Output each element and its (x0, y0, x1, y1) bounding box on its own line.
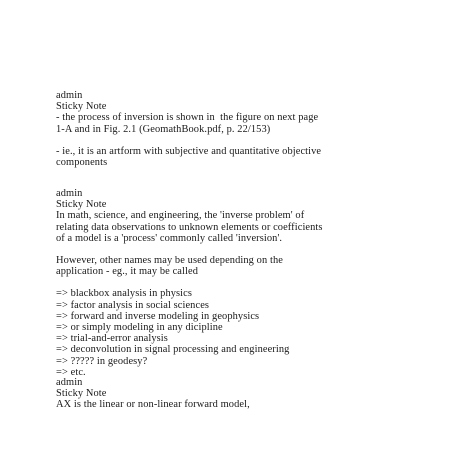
note-text-line: In math, science, and engineering, the 'inverse problem' of (56, 210, 305, 222)
sticky-note (56, 377, 436, 411)
sticky-note (56, 90, 436, 168)
note-text-line: relating data observations to unknown elements or coefficients (56, 221, 323, 233)
note-type: Sticky Note (56, 199, 107, 211)
note-type: Sticky Note (56, 101, 107, 113)
note-text-line: - the process of inversion is shown in the figure on next page (56, 112, 319, 124)
note-author: admin (56, 377, 83, 388)
note-author: admin (56, 188, 83, 199)
note-list-item: => forward and inverse modeling in geophysics (56, 310, 260, 322)
note-text-line: components (56, 157, 108, 169)
note-list-item: => blackbox analysis in physics (56, 288, 193, 300)
note-text-line: - ie., it is an artform with subjective and quantitative objective (56, 145, 322, 157)
note-type: Sticky Note (56, 388, 107, 400)
note-text-line: application - eg., it may be called (56, 266, 198, 278)
note-text-line: AX is the linear or non-linear forward model, (56, 399, 250, 411)
note-list-item: => etc. (56, 366, 86, 378)
note-list-item: => factor analysis in social sciences (56, 299, 210, 311)
note-author: admin (56, 90, 83, 101)
note-list-item: => or simply modeling in any dicipline (56, 322, 223, 334)
note-list-item: => ????? in geodesy? (56, 355, 148, 367)
note-list-item: => deconvolution in signal processing and engineering (56, 344, 290, 356)
note-text-line: 1-A and in Fig. 2.1 (GeomathBook.pdf, p. 22/153) (56, 123, 271, 135)
note-list-item: => trial-and-error analysis (56, 333, 168, 345)
note-text-line: However, other names may be used depending on the (56, 255, 283, 267)
note-text-line: of a model is a 'process' commonly called 'inversion'. (56, 232, 283, 244)
sticky-note (56, 188, 436, 378)
